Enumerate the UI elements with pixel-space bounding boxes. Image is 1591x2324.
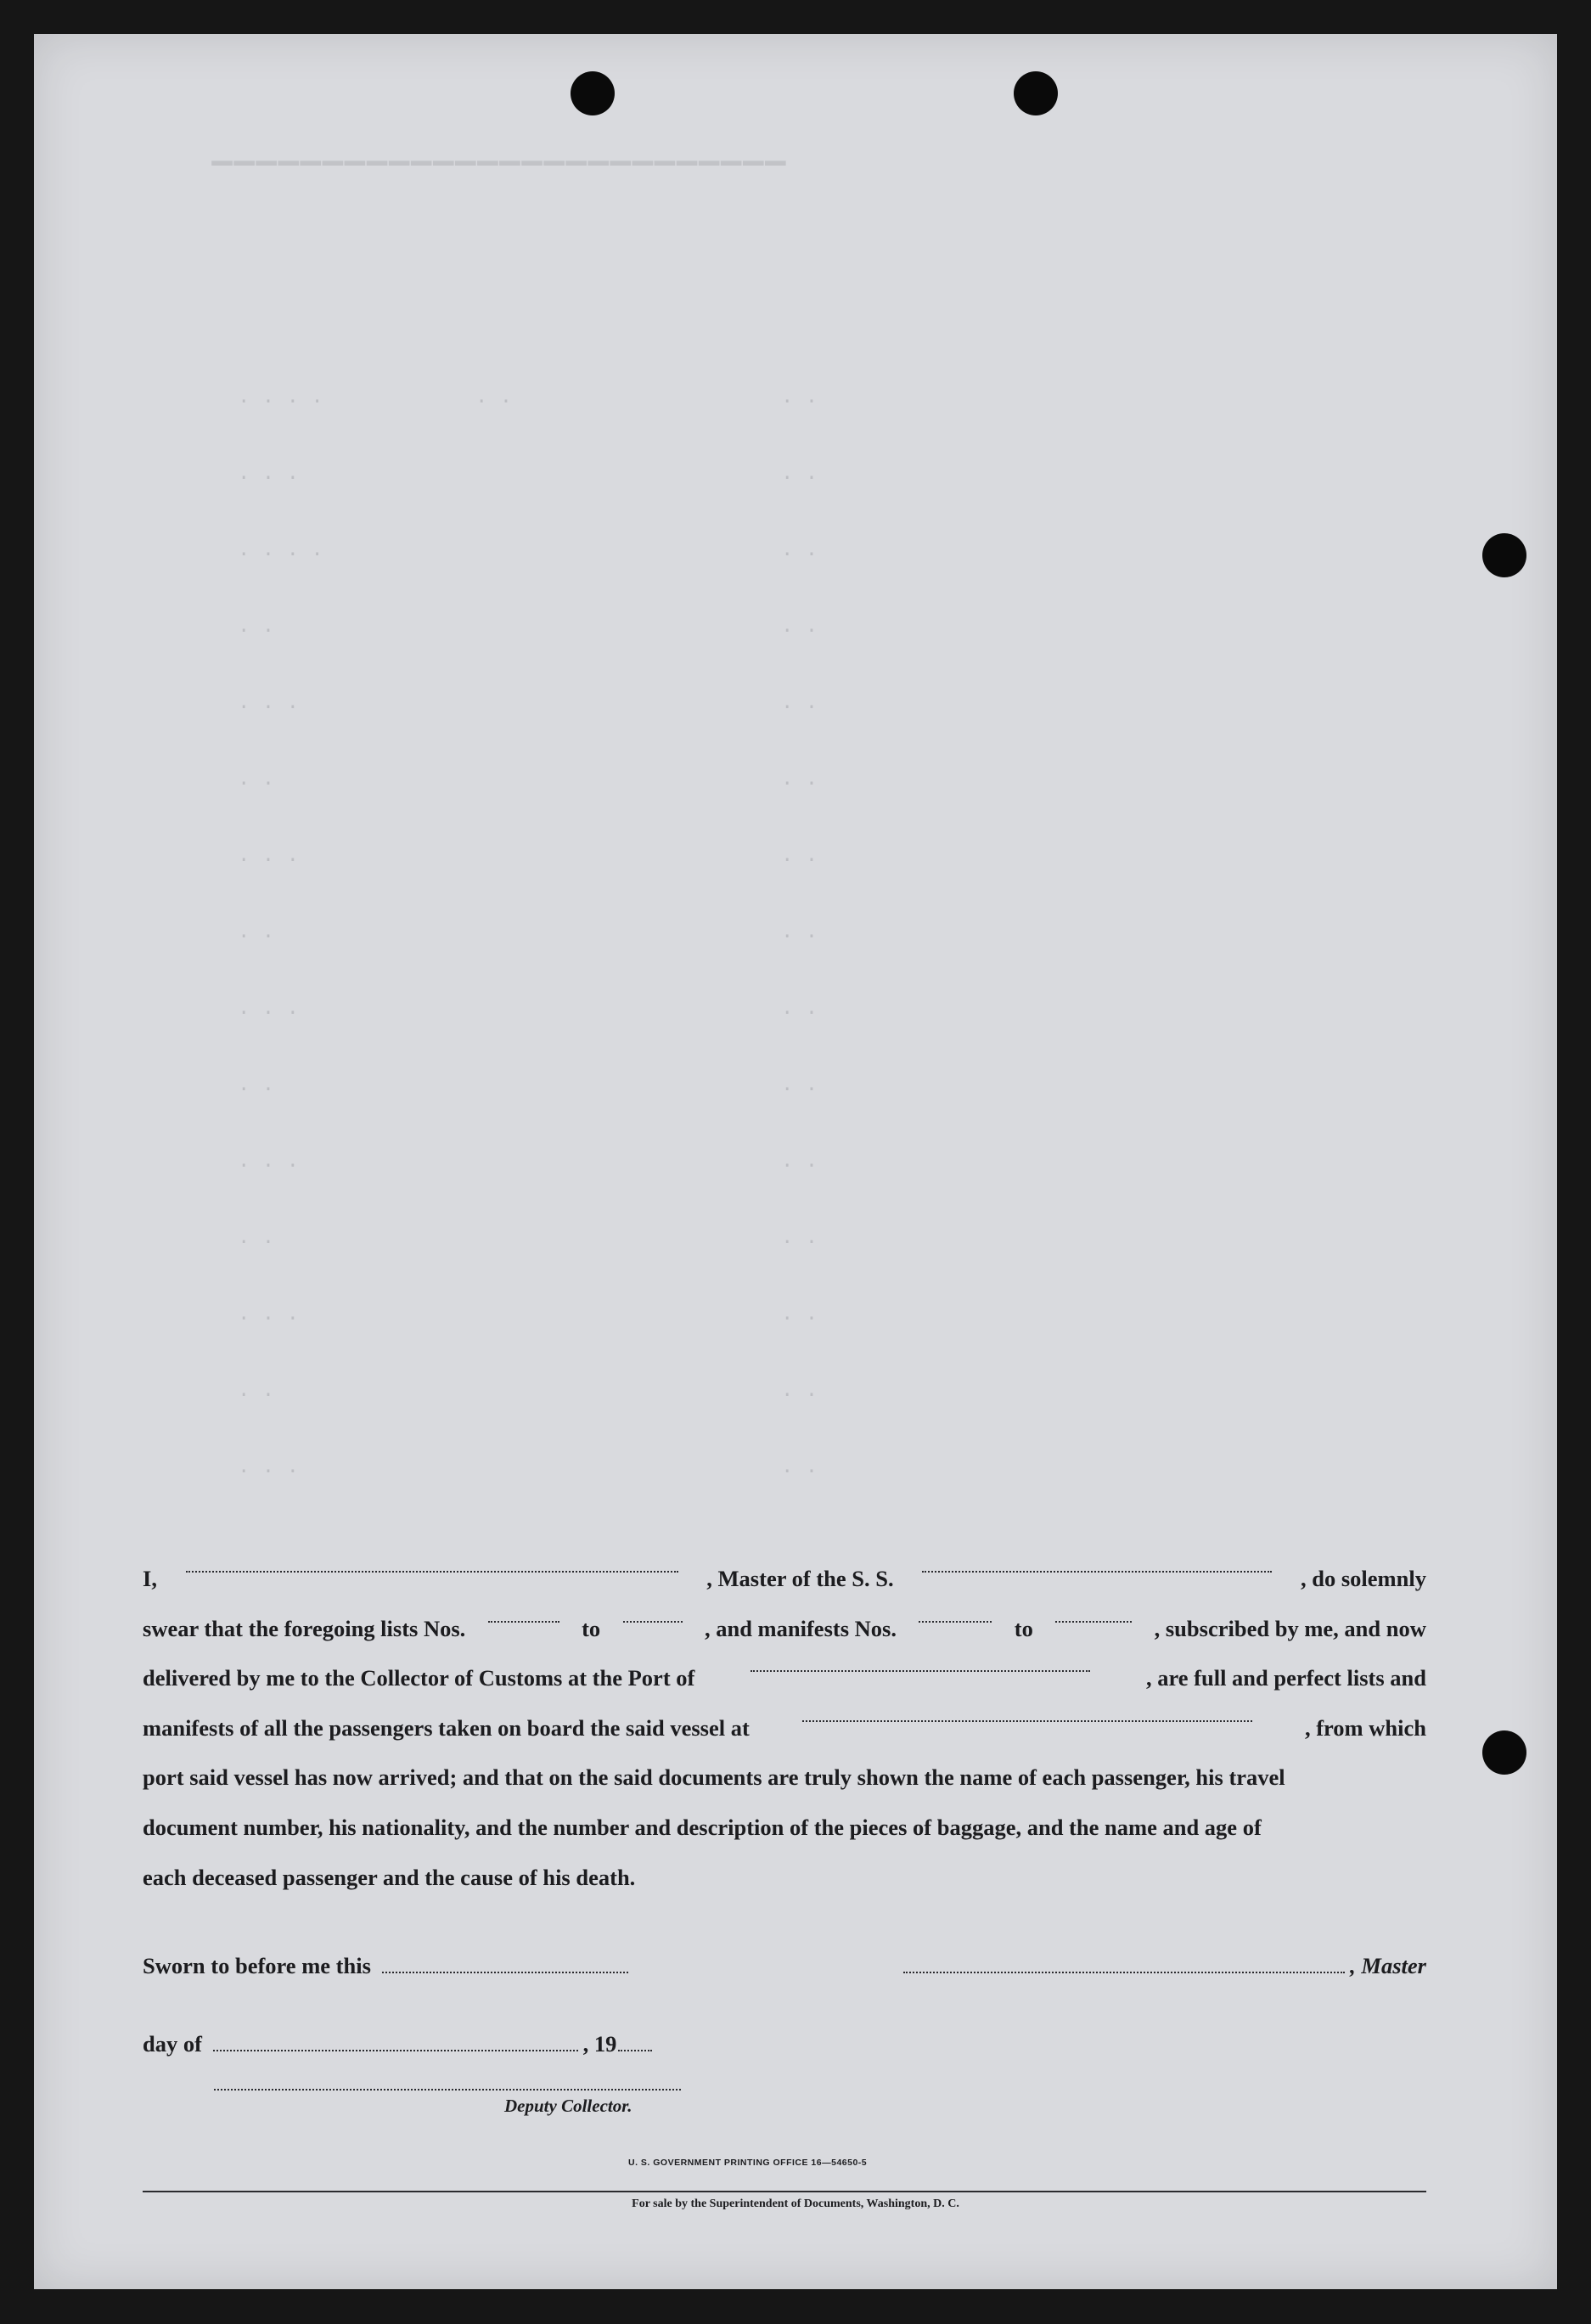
- bleed-through-row: · · · ·: [238, 1384, 818, 1407]
- oath-line-1: [143, 1554, 1426, 1604]
- bleed-through-row: · · · · ·: [238, 696, 818, 719]
- bleed-through-row: · · · · ·: [238, 1460, 818, 1483]
- punch-hole-top-right: [1014, 71, 1058, 115]
- sale-notice: For sale by the Superintendent of Documents, Washington, D. C.: [632, 2197, 959, 2210]
- bleed-through-row: · · · ·: [238, 620, 818, 643]
- printing-office-imprint: U. S. GOVERNMENT PRINTING OFFICE 16—54650-5: [628, 2158, 868, 2168]
- bleed-through-row: · · · ·: [238, 926, 818, 948]
- master-signature-blank: [903, 1955, 1345, 1973]
- bleed-through-heading: ▁▁▁▁▁▁▁▁▁▁▁▁▁▁▁▁▁▁▁▁▁▁▁▁▁▁: [212, 137, 788, 165]
- do-solemnly-label: , do solemnly: [1300, 1566, 1426, 1591]
- full-perfect-label: , are full and perfect lists and: [1145, 1665, 1426, 1691]
- punch-hole-top-left: [571, 71, 615, 115]
- oath-line-3: [143, 1653, 1426, 1703]
- bleed-through-row: · · · ·: [238, 773, 818, 796]
- boarding-port-blank: [802, 1703, 1252, 1722]
- day-of-line: [143, 2031, 657, 2057]
- oath-line-5: [143, 1753, 1426, 1803]
- deputy-collector-label: Deputy Collector.: [504, 2096, 632, 2116]
- manifests-all-label: manifests of all the passengers taken on board the said vessel at: [143, 1714, 750, 1741]
- port-blank: [751, 1653, 1090, 1672]
- punch-hole-right-upper: [1482, 533, 1526, 577]
- bleed-through-row: · · · ·: [238, 1078, 818, 1101]
- bleed-through-row: · · · · ·: [238, 467, 818, 490]
- deputy-signature-blank: [214, 2089, 681, 2090]
- manifests-from-blank: [919, 1604, 992, 1623]
- vessel-name-blank: [922, 1554, 1272, 1573]
- sworn-line: [143, 1953, 1426, 1987]
- bleed-through-row: · · · · ·: [238, 849, 818, 872]
- from-which-label: , from which: [1304, 1714, 1426, 1741]
- oath-text-line-7: each deceased passenger and the cause of his death.: [143, 1864, 636, 1890]
- oath-paragraph: [143, 1554, 1426, 1902]
- sworn-label: Sworn to before me this: [143, 1953, 371, 1978]
- oath-pronoun: I,: [143, 1566, 157, 1591]
- sworn-date-blank: [382, 1955, 628, 1973]
- and-manifests-label: , and manifests Nos.: [704, 1615, 897, 1641]
- to-label-1: to: [582, 1615, 601, 1641]
- bleed-through-row: · · · · ·: [238, 1155, 818, 1178]
- punch-hole-right-lower: [1482, 1730, 1526, 1775]
- delivered-label: delivered by me to the Collector of Customs at the Port of: [143, 1665, 695, 1691]
- manifests-to-blank: [1055, 1604, 1132, 1623]
- subscribed-label: , subscribed by me, and now: [1154, 1615, 1426, 1641]
- master-signature: [898, 1953, 1426, 1979]
- oath-text-line-6: document number, his nationality, and the number and description of the pieces of baggage, and the name and age of: [143, 1814, 1262, 1840]
- bleed-through-row: · · · · ·: [238, 1002, 818, 1025]
- document-page: [34, 34, 1557, 2289]
- to-label-2: to: [1014, 1615, 1033, 1641]
- bleed-through-row: · · · · · · · ·: [238, 391, 818, 414]
- footer-rule: [143, 2191, 1426, 2192]
- oath-line-4: [143, 1703, 1426, 1753]
- year-prefix-label: , 19: [582, 2031, 617, 2057]
- day-of-label: day of: [143, 2031, 202, 2057]
- bleed-through-row: · · · · ·: [238, 1308, 818, 1331]
- day-of-blank: [213, 2033, 578, 2051]
- master-label: , Master: [1350, 1953, 1426, 1978]
- oath-line-6: [143, 1803, 1426, 1853]
- oath-line-7: [143, 1853, 1426, 1903]
- oath-text-line-5: port said vessel has now arrived; and that on the said documents are truly shown the name of each passenger, his travel: [143, 1764, 1285, 1791]
- master-of-ss-label: , Master of the S. S.: [706, 1566, 894, 1591]
- lists-to-blank: [623, 1604, 683, 1623]
- bleed-through-row: · · · ·: [238, 1231, 818, 1254]
- year-blank: [618, 2033, 652, 2051]
- swear-lists-label: swear that the foregoing lists Nos.: [143, 1615, 466, 1641]
- master-name-blank: [186, 1554, 678, 1573]
- oath-line-2: [143, 1604, 1426, 1654]
- bleed-through-row: · · · · · ·: [238, 543, 818, 566]
- lists-from-blank: [488, 1604, 559, 1623]
